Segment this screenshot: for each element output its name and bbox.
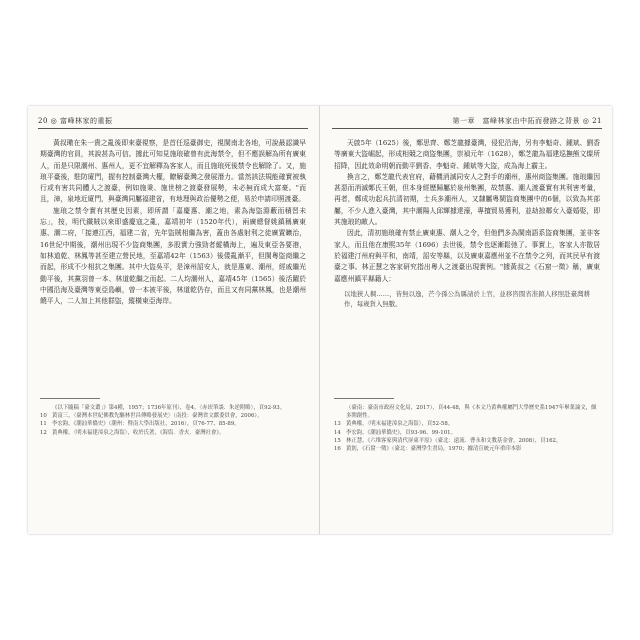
footnote-text: 《以下隨稿「臺文叢」》第4種，1957；1736年原刊），卷4，〈赤崁筆談．朱逆附略〉，頁92-93。 xyxy=(52,405,286,411)
footnote xyxy=(334,437,600,445)
footnote-text: 李宏鈞，《潮汕華僑史》（潮州：暨南大學出版社，2016），頁76-77、85-89。 xyxy=(52,421,240,428)
page-header: 20 ◎ 富峰林家的重振 xyxy=(38,117,113,125)
left-page xyxy=(28,106,320,534)
footnote-rule xyxy=(40,398,100,399)
footnote xyxy=(40,412,306,420)
footnote xyxy=(334,404,600,420)
footnote xyxy=(334,445,600,453)
footnote xyxy=(334,429,600,437)
footnote-text: 黃釗，《石窟一徵》（臺北：臺灣學生書局，1970；據清宣統元年重印本影 xyxy=(346,446,522,453)
footnote-text: 黃典權，〈明末福建漳泉之海盜〉，頁52-58。 xyxy=(346,421,454,428)
footnote-text: 黃富三，〈臺灣本世紀佛教先驅林世昌傳略發展史〉（南投：臺灣省文獻委員會，2006）。 xyxy=(52,413,263,420)
footnote xyxy=(40,429,306,437)
footnote-number xyxy=(40,404,52,412)
footnote-number: 12 xyxy=(40,429,47,436)
paragraph: 黃叔璥在朱一貴之亂後即來臺視察，是首任巡臺御史，視閩南北各地，可說最認識早期臺灣的官員，其說甚為可信。據此可知見施琅確曾有此海禁令，但不應誤解為所有廣東人，而是只限潮州、惠州人，更不宜解釋為客家人，而且施琅死後禁令也解除了。又，施琅平臺後，駐防廈門，握有控制臺灣大權，瞭解臺灣之發展潛力。當然該法規能確實被執行或有害共同體人之渡臺，例如施秉、施世榜之渡臺發展勢，未必無而成大富豪。"而且，漳，泉地近廈門，與臺灣同屬福建省，有地理與政治優勢之便，易於申請印照渡臺。 xyxy=(40,139,306,204)
book-spread xyxy=(28,106,612,534)
footnote-text: 李宏鈞，《潮汕華僑史》，頁93-96、99-101。 xyxy=(346,429,456,436)
footnotes xyxy=(334,404,600,453)
footnotes xyxy=(40,404,306,437)
footnote-number: 15 xyxy=(334,437,341,444)
footnote-number: 16 xyxy=(334,446,341,453)
header-rule xyxy=(332,128,602,129)
page-header: 第一章 富峰林家由中拓而發跡之背景 ◎ 21 xyxy=(452,117,602,125)
paragraph: 施琅之禁令實有其歷史因素，即所謂「嘉慶惠、潮之地，素為海盜淵藪而積習未忘」，按，明代鐵賊以來即盛慶寇之亂，嘉靖初年（1520年代），兩廣總督姚鎮稱廣東惠、潮二府，「接連江西，福建二省，先年盜賊相繼為害，蓋由各處射利之徒廣置曠治，16世紀中期後，潮州出現不少盜商集團，多股實力強勁者縱橫海上，遍及東亞各要港，如林道乾、林鳳等甚至建立營民地，至嘉靖42年（1563）後倭亂漸平，但閩粵盜商繼之而起，形成不少相抗之集團。其中大盜吳平，是漳州詔安人，就是惠東、潮州，經戚繼光動平後，其黨羽曾一本、林道乾繼之而起。二人均潮州人，嘉靖45年（1565）後活躍於中國沿海及臺灣等東亞島嶼，曾一本被平後，林道乾仍存，而且又有同黨林鳳，也是潮州饒平人，二人加上其他群盜，縱橫東亞海岸。 xyxy=(40,206,306,306)
paragraph: 天啟5年（1625）後，鄭思齊、鄭芝龍據臺灣，侵犯沿海，另有李魁奇、鍾斌、劉香等廣東大盜崛起，形成相競之商盜集團，崇禎元年（1628），鄭芝龍為福建巡撫熊文燦所招降，因此效命明朝而動平劉香、李魁奇、鍾斌等大盜，成為海上霸主。 xyxy=(334,139,600,170)
footnote-number xyxy=(334,404,346,420)
footnote-number: 10 xyxy=(40,413,47,420)
body-text xyxy=(334,138,600,390)
footnote-rule xyxy=(334,398,394,399)
paragraph: 因此，清初施琅確有禁止廣東惠、潮人之令，但他們多為閩南語系盜商集團，並非客家人，而且他在康熙35年（1696）去世後，禁令也逐漸鬆弛了。事實上，客家人亦散居於福建汀州府與平和，南靖，詔安等縣，以及廣東嘉應州並不在禁令之列，而其民早有渡臺之事。林正慧之客家研究指出粵人之渡臺出現實例。"據黃叔之《石窟一徵》稱，廣東嘉應州鎮平縣籍人： xyxy=(334,229,600,283)
paragraph: 換言之，鄭芝龍代表官府，藉機消滅同安人之對手的潮州，惠州商盜集團。施琅繼因甚惡而消滅鄭氏王朝，但本身經歷歸屬於泉州集團，故禁惠、潮人渡臺實有其利害考量，再者，鄭成功起兵抗清初期，士兵多潮州人，又隸屬粵閩盜商集團中的6個，以致為其部屬，不少人進入臺灣，其中潮陽人邱輝據達濠，專擅貿易獲利，並劫掠鄰女入臺婚娶，即其施琅的敵人。 xyxy=(334,172,600,227)
footnote xyxy=(40,404,306,412)
body-text xyxy=(40,138,306,390)
footnote xyxy=(334,420,600,428)
footnote-text: （臺南：臺南市政府文化局，2017），頁44-48，與《本文乃黃典權屬門大學歷史系1947年畢業論文，頗多開創性。 xyxy=(346,405,597,420)
footnote-text: 黃典權，〈明末福建漳泉之海盜〉，收於氏著，《海盜．香火．臺灣社會》。 xyxy=(52,429,225,436)
footnote xyxy=(40,420,306,428)
footnote-number: 13 xyxy=(334,421,341,428)
right-page xyxy=(320,106,612,534)
footnote-text: 林正慧，《六堆客家與清代屏東平原》（臺北：遠流．曹永和文教基金會，2008），頁162。 xyxy=(346,437,562,444)
header-rule xyxy=(38,128,308,129)
block-quote: 以地狹人稠……，皆無以逸，芒今孫公為縣請於上官，並移咨閩省准鎮人移照赴臺灣耕作，每歲貨入無數。 xyxy=(344,289,590,308)
footnote-number: 14 xyxy=(334,429,341,436)
footnote-number: 11 xyxy=(40,421,47,428)
